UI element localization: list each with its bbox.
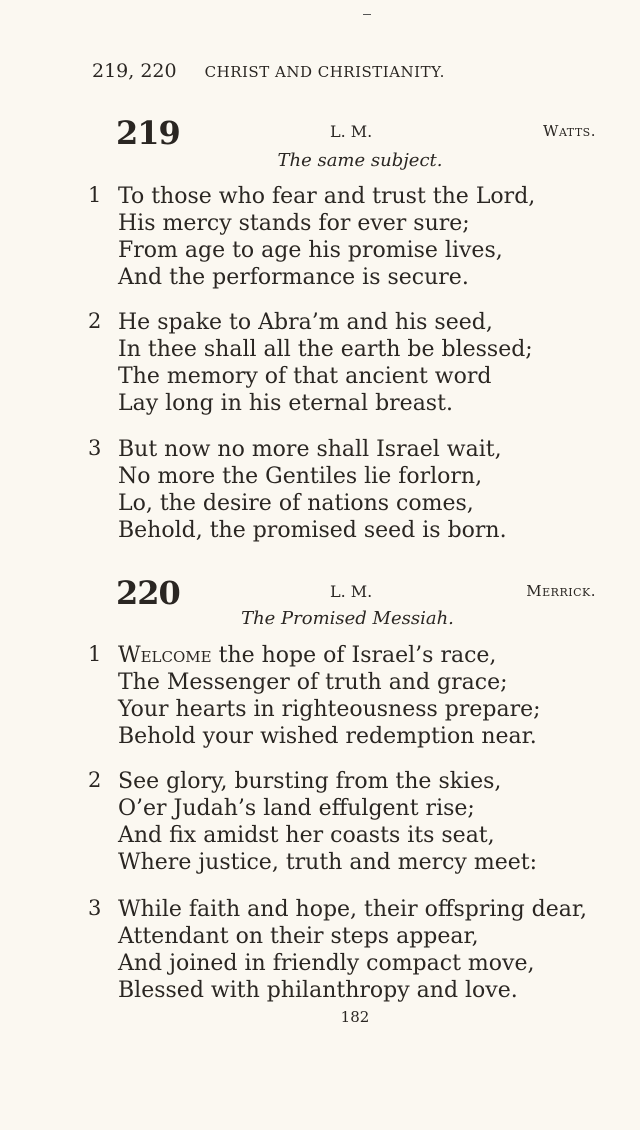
verse-line: And joined in friendly compact move,	[118, 951, 535, 976]
verse-line: Lo, the desire of nations comes,	[118, 491, 474, 516]
stanza-number: 2	[88, 768, 102, 792]
verse-line: But now no more shall Israel wait,	[118, 437, 502, 462]
verse-line-rest: the hope of Israel’s race,	[211, 643, 497, 668]
running-head-title: CHRIST AND CHRISTIANITY.	[204, 63, 445, 81]
verse-line: To those who fear and trust the Lord,	[118, 184, 536, 209]
verse-line: O’er Judah’s land effulgent rise;	[118, 796, 475, 821]
verse-line: He spake to Abra’m and his seed,	[118, 310, 493, 335]
stanza-number: 1	[88, 183, 102, 207]
verse-line: His mercy stands for ever sure;	[118, 211, 470, 236]
verse-line: And fix amidst her coasts its seat,	[118, 823, 495, 848]
verse-line: No more the Gentiles lie forlorn,	[118, 464, 483, 489]
first-word: Welcome	[118, 643, 212, 668]
verse-line: The memory of that ancient word	[118, 364, 492, 389]
running-head-numbers: 219, 220	[92, 60, 177, 82]
verse-line: The Messenger of truth and grace;	[118, 670, 508, 695]
page-number: 182	[340, 1008, 370, 1026]
stanza-number: 2	[88, 309, 102, 333]
verse-line: Blessed with philanthropy and love.	[118, 978, 518, 1003]
hymn-author: Merrick.	[526, 582, 596, 600]
verse-line: Behold your wished redemption near.	[118, 724, 537, 749]
hymn-meter: L. M.	[330, 122, 373, 141]
hymn-author: Watts.	[543, 122, 596, 140]
hymn-meter: L. M.	[330, 582, 373, 601]
ink-speck	[363, 14, 371, 15]
hymn-number: 219	[116, 114, 180, 152]
verse-line: Lay long in his eternal breast.	[118, 391, 453, 416]
hymn-219-header	[116, 114, 596, 154]
verse-line: And the performance is secure.	[118, 265, 469, 290]
stanza-number: 3	[88, 436, 102, 460]
verse-line: See glory, bursting from the skies,	[118, 769, 502, 794]
hymn-220-subtitle: The Promised Messiah.	[241, 608, 454, 629]
verse-line	[118, 642, 496, 669]
hymn-219-subtitle: The same subject.	[277, 150, 443, 171]
verse-line: Your hearts in righteousness prepare;	[118, 697, 541, 722]
verse-line: While faith and hope, their offspring dear,	[118, 897, 587, 922]
verse-line: Behold, the promised seed is born.	[118, 518, 507, 543]
stanza-number: 1	[88, 642, 102, 666]
stanza-number: 3	[88, 896, 102, 920]
verse-line: Where justice, truth and mercy meet:	[118, 850, 537, 875]
verse-line: Attendant on their steps appear,	[118, 924, 479, 949]
hymn-number: 220	[116, 574, 180, 612]
verse-line: From age to age his promise lives,	[118, 238, 503, 263]
running-head	[92, 60, 522, 82]
verse-line: In thee shall all the earth be blessed;	[118, 337, 533, 362]
